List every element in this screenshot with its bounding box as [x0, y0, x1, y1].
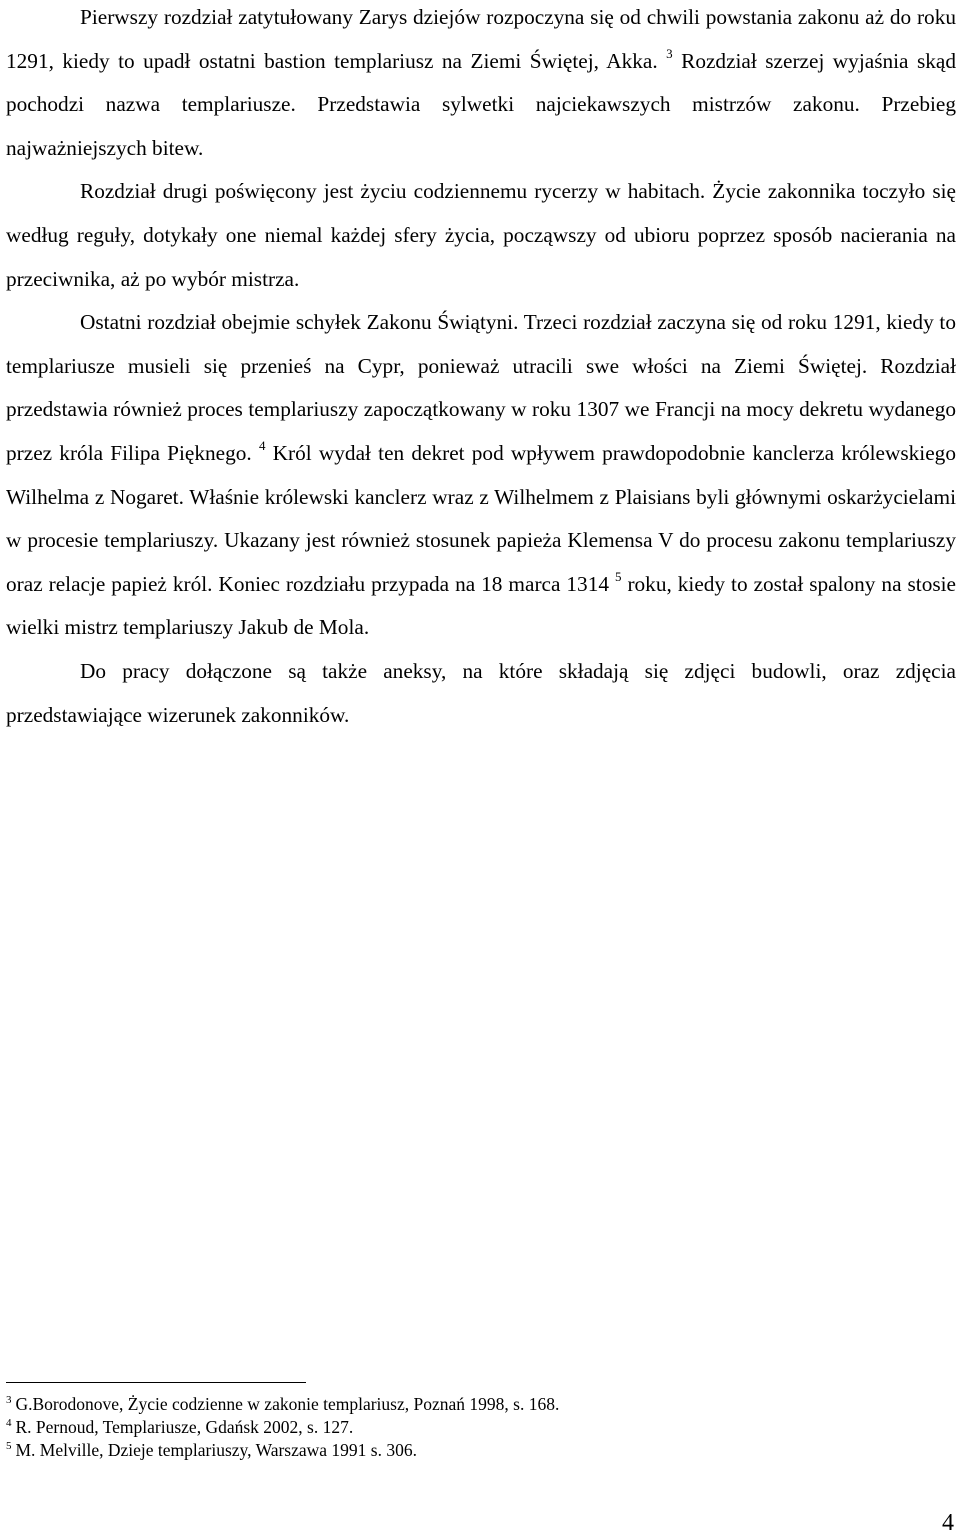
- paragraph-3: [6, 301, 956, 650]
- footnote-4: [6, 1416, 906, 1439]
- paragraph-text: Król wydał ten dekret pod wpływem prawdopodobnie kanclerza królewskiego Wilhelma z Nogaret. Właśnie królewski kanclerz wraz z Wilhelmem z Plaisians byli głównymi oskarżycielami w procesie templariuszy. Ukazany jest również stosunek papieża Klemensa V do procesu zakonu templariuszy oraz relacje papież król. Koniec rozdziału przypada na 18 marca 1314: [6, 440, 956, 596]
- paragraph-text: Rozdział szerzej wyjaśnia skąd pochodzi nazwa templariusze. Przedstawia sylwetki najciekawszych mistrzów zakonu. Przebieg najważniejszych bitew.: [6, 48, 956, 160]
- paragraph-text: Pierwszy rozdział zatytułowany Zarys dziejów rozpoczyna się od chwili powstania zakonu aż do roku 1291, kiedy to upadł ostatni bastion templariusz na Ziemi Świętej, Akka.: [6, 5, 956, 73]
- paragraph-text: Do pracy dołączone są także aneksy, na które składają się zdjęci budowli, oraz zdjęcia przedstawiające wizerunek zakonników.: [6, 658, 956, 727]
- footnote-ref: 5: [614, 568, 622, 584]
- paragraph-2: [6, 170, 956, 301]
- footnote-number: 3: [6, 1394, 12, 1406]
- footnotes: [6, 1393, 906, 1462]
- footnote-3: [6, 1393, 906, 1416]
- paragraph-text: roku, kiedy to został spalony na stosie wielki mistrz templariuszy Jakub de Mola.: [6, 571, 956, 640]
- footnote-text: M. Melville, Dzieje templariuszy, Warszawa 1991 s. 306.: [15, 1440, 417, 1460]
- footnote-number: 4: [6, 1417, 12, 1429]
- paragraph-4: [6, 650, 956, 737]
- footnote-text: G.Borodonove, Życie codzienne w zakonie templariusz, Poznań 1998, s. 168.: [15, 1394, 560, 1414]
- footnote-separator: [6, 1382, 306, 1383]
- paragraph-1: [6, 0, 956, 170]
- paragraph-text: Ostatni rozdział obejmie schyłek Zakonu Świątyni. Trzeci rozdział zaczyna się od roku 1291, kiedy to templariusze musieli się przenieś na Cypr, ponieważ utracili swe włości na Ziemi Świętej. Rozdział przedstawia również proces templariuszy zapoczątkowany w roku 1307 we Francji na mocy dekretu wydanego przez króla Filipa Pięknego.: [6, 310, 956, 465]
- footnote-ref: 4: [258, 437, 266, 453]
- footnote-text: R. Pernoud, Templariusze, Gdańsk 2002, s. 127.: [15, 1417, 354, 1437]
- page-number: 4: [942, 1510, 954, 1536]
- footnote-ref: 3: [666, 45, 673, 61]
- footnote-number: 5: [6, 1440, 12, 1452]
- paragraph-text: Rozdział drugi poświęcony jest życiu codziennemu rycerzy w habitach. Życie zakonnika toczyło się według reguły, dotykały one niemal każdej sfery życia, począwszy od ubioru poprzez sposób nacierania na przeciwnika, aż po wybór mistrza.: [6, 179, 956, 291]
- main-text: [6, 0, 956, 737]
- footnote-5: [6, 1439, 906, 1462]
